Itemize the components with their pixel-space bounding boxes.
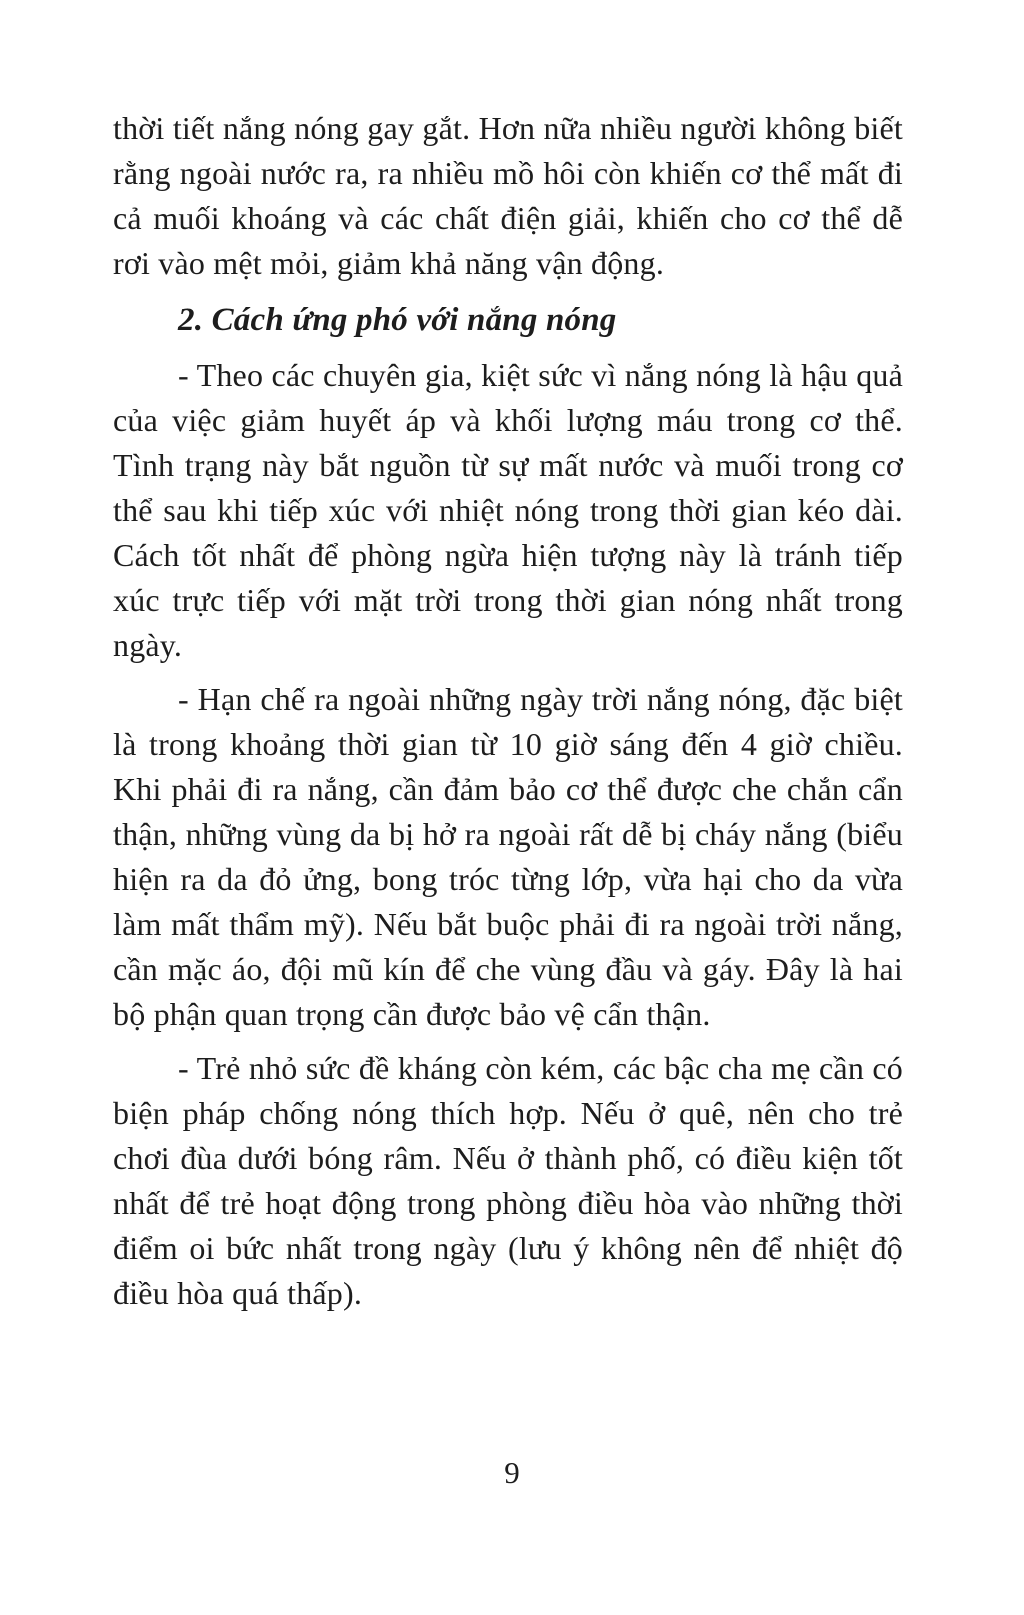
paragraph-limit-going-out: - Hạn chế ra ngoài những ngày trời nắng nóng, đặc biệt là trong khoảng thời gian từ 10 giờ sáng đến 4 giờ chiều. Khi phải đi ra nắng, cần đảm bảo cơ thể được che chắn cẩn thận, những vùng da bị hở ra ngoài rất dễ bị cháy nắng (biểu hiện ra da đỏ ửng, bong tróc từng lớp, vừa hại cho da vừa làm mất thẩm mỹ). Nếu bắt buộc phải đi ra ngoài trời nắng, cần mặc áo, đội mũ kín để che vùng đầu và gáy. Đây là hai bộ phận quan trọng cần được bảo vệ cẩn thận. bbox=[113, 681, 903, 1032]
page-number: 9 bbox=[504, 1455, 520, 1490]
paragraph-continuation: thời tiết nắng nóng gay gắt. Hơn nữa nhiều người không biết rằng ngoài nước ra, ra nhiều mồ hôi còn khiến cơ thể mất đi cả muối khoáng và các chất điện giải, khiến cho cơ thể dễ rơi vào mệt mỏi, giảm khả năng vận động. bbox=[113, 110, 903, 281]
paragraph-heat-exhaustion: - Theo các chuyên gia, kiệt sức vì nắng nóng là hậu quả của việc giảm huyết áp và khối lượng máu trong cơ thể. Tình trạng này bắt nguồn từ sự mất nước và muối trong cơ thể sau khi tiếp xúc với nhiệt nóng trong thời gian kéo dài. Cách tốt nhất để phòng ngừa hiện tượng này là tránh tiếp xúc trực tiếp với mặt trời trong thời gian nóng nhất trong ngày. bbox=[113, 357, 903, 663]
paragraph-children-protection: - Trẻ nhỏ sức đề kháng còn kém, các bậc cha mẹ cần có biện pháp chống nóng thích hợp. Nếu ở quê, nên cho trẻ chơi đùa dưới bóng râm. Nếu ở thành phố, có điều kiện tốt nhất để trẻ hoạt động trong phòng điều hòa vào những thời điểm oi bức nhất trong ngày (lưu ý không nên để nhiệt độ điều hòa quá thấp). bbox=[113, 1050, 903, 1311]
section-heading: 2. Cách ứng phó với nắng nóng bbox=[178, 302, 617, 338]
